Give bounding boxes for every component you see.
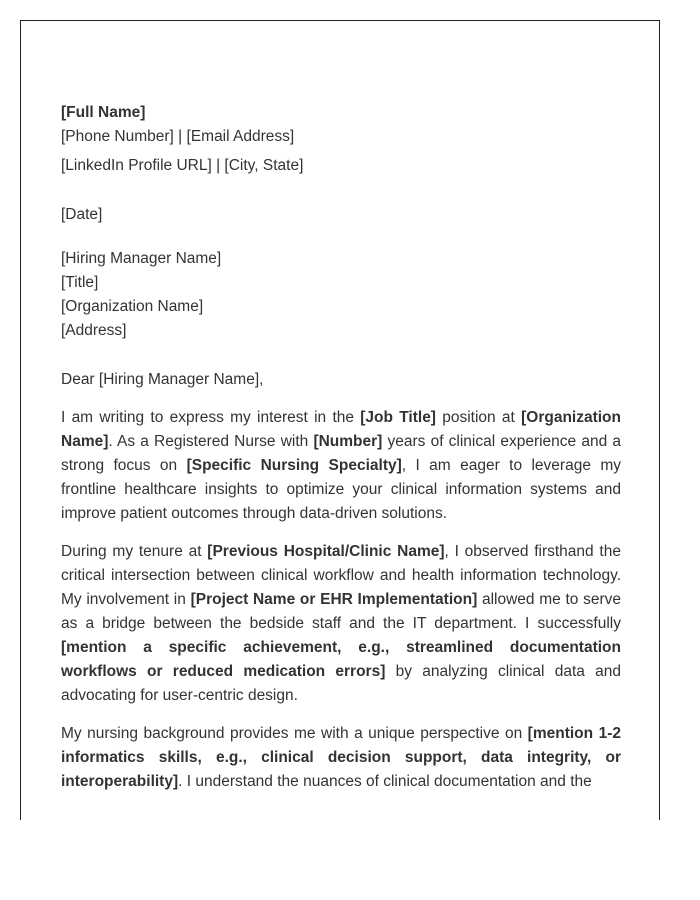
placeholder-number: [Number] (313, 433, 383, 450)
recipient-title: [Title] (61, 274, 99, 291)
placeholder-job-title: [Job Title] (360, 409, 436, 426)
placeholder-organization-name: [Organization Name] (61, 409, 621, 450)
p3-text-1: My nursing background provides me with a unique perspective on (61, 725, 528, 742)
letter-page (20, 20, 660, 820)
recipient-organization: [Organization Name] (61, 298, 204, 315)
letter-content (61, 101, 621, 794)
p3-text-2: . I understand the nuances of clinical documentation and the (178, 773, 592, 790)
body-paragraph-2 (61, 540, 621, 708)
body-paragraph-3 (61, 722, 621, 794)
body-paragraph-1 (61, 406, 621, 526)
recipient-name: [Hiring Manager Name] (61, 250, 222, 267)
p2-text-1: During my tenure at (61, 543, 208, 560)
p1-text-2: position at (435, 409, 522, 426)
salutation: Dear [Hiring Manager Name], (61, 371, 264, 388)
placeholder-nursing-specialty: [Specific Nursing Specialty] (186, 457, 402, 474)
sender-contact-line-2: [LinkedIn Profile URL] | [City, State] (61, 157, 304, 174)
recipient-address: [Address] (61, 322, 127, 339)
p1-text-5: , I am eager to leverage my frontline healthcare insights to optimize your clinical information systems and improve patient outcomes through data-driven solutions. (61, 457, 621, 522)
p2-text-2: , I observed firsthand the critical intersection between clinical workflow and health information technology. My involvement in (61, 543, 621, 608)
p2-text-4: by analyzing clinical data and advocating for user-centric design. (61, 663, 621, 704)
sender-contact-line-1: [Phone Number] | [Email Address] (61, 128, 295, 145)
p1-text-4: years of clinical experience and a strong focus on (61, 433, 621, 474)
recipient-block (61, 247, 621, 343)
placeholder-achievement: [mention a specific achievement, e.g., streamlined documentation workflows or reduced medication errors] (61, 639, 621, 680)
p1-text-3: . As a Registered Nurse with (108, 433, 314, 450)
letter-date: [Date] (61, 206, 103, 223)
p2-text-3: allowed me to serve as a bridge between the bedside staff and the IT department. I successfully (61, 591, 622, 632)
sender-full-name: [Full Name] (61, 104, 146, 121)
placeholder-informatics-skills: [mention 1-2 informatics skills, e.g., clinical decision support, data integrity, or interoperability] (61, 725, 621, 790)
p1-text-1: I am writing to express my interest in the (61, 409, 361, 426)
placeholder-project-name: [Project Name or EHR Implementation] (190, 591, 478, 608)
placeholder-previous-hospital: [Previous Hospital/Clinic Name] (207, 543, 445, 560)
